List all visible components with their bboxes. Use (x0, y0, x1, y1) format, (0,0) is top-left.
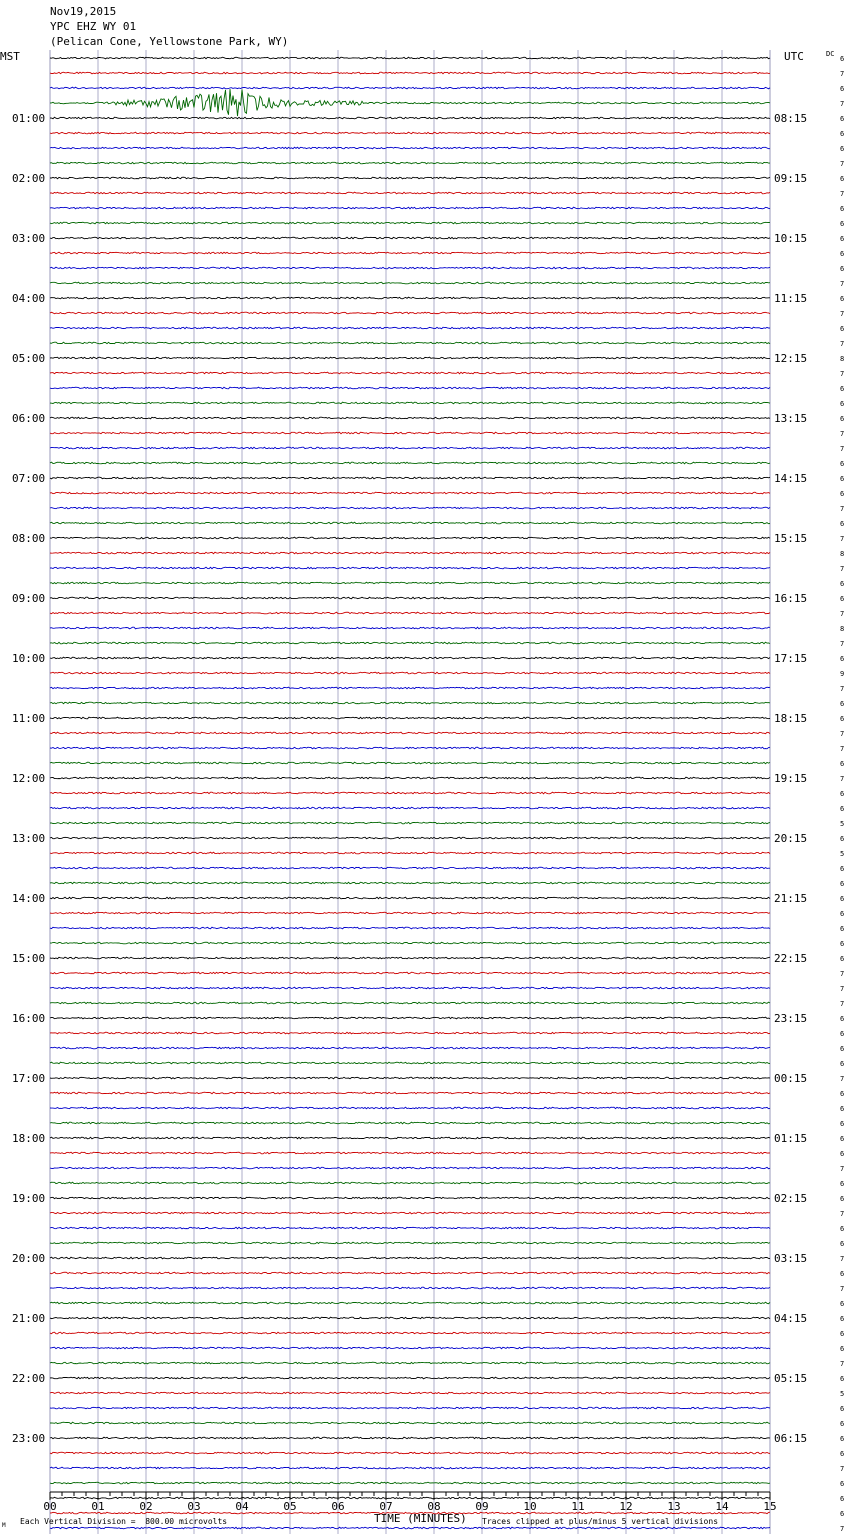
right-hour-label-15: 23:15 (774, 1012, 808, 1025)
trace-47 (50, 762, 770, 764)
trace-75 (50, 1182, 770, 1184)
trace-84 (50, 1317, 770, 1319)
trace-65 (50, 1032, 770, 1034)
trace-53 (50, 852, 770, 854)
x-tick-label-0: 00 (43, 1500, 57, 1513)
right-hour-label-8: 16:15 (774, 592, 808, 605)
dc-value-97: 6 (840, 1510, 845, 1518)
trace-34 (50, 567, 770, 569)
trace-4 (50, 117, 770, 119)
dc-value-65: 6 (840, 1030, 845, 1038)
dc-value-14: 6 (840, 265, 845, 273)
right-hour-label-3: 11:15 (774, 292, 808, 305)
dc-value-10: 6 (840, 205, 845, 213)
dc-value-37: 7 (840, 610, 845, 618)
left-hour-label-0: 01:00 (12, 112, 46, 125)
right-hour-label-7: 15:15 (774, 532, 808, 545)
dc-value-7: 7 (840, 160, 845, 168)
plot-grid (50, 50, 770, 1534)
trace-59 (50, 942, 770, 944)
right-hour-label-12: 20:15 (774, 832, 808, 845)
trace-21 (50, 372, 770, 374)
trace-64 (50, 1017, 770, 1019)
trace-91 (50, 1422, 770, 1424)
x-tick-label-14: 14 (715, 1500, 729, 1513)
x-tick-label-6: 06 (331, 1500, 345, 1513)
trace-6 (50, 147, 770, 149)
dc-value-15: 7 (840, 280, 845, 288)
dc-value-55: 6 (840, 880, 845, 888)
trace-96 (50, 1497, 770, 1499)
trace-27 (50, 462, 770, 464)
dc-value-46: 7 (840, 745, 845, 753)
dc-value-90: 6 (840, 1405, 845, 1413)
dc-value-94: 7 (840, 1465, 845, 1473)
trace-16 (50, 297, 770, 299)
dc-value-25: 7 (840, 430, 845, 438)
left-hour-label-16: 17:00 (12, 1072, 46, 1085)
trace-80 (50, 1257, 770, 1259)
dc-label: DC (826, 50, 835, 58)
dc-value-5: 6 (840, 130, 845, 138)
trace-36 (50, 597, 770, 599)
x-tick-label-5: 05 (283, 1500, 297, 1513)
dc-value-3: 7 (840, 100, 845, 108)
right-hour-label-4: 12:15 (774, 352, 808, 365)
footer-clip-note: Traces clipped at plus/minus 5 vertical divisions (482, 1517, 719, 1526)
trace-23 (50, 402, 770, 404)
left-hour-label-4: 05:00 (12, 352, 46, 365)
trace-11 (50, 222, 770, 224)
dc-value-42: 7 (840, 685, 845, 693)
dc-value-48: 7 (840, 775, 845, 783)
trace-17 (50, 312, 770, 314)
dc-value-52: 6 (840, 835, 845, 843)
dc-value-28: 6 (840, 475, 845, 483)
trace-58 (50, 927, 770, 929)
dc-value-32: 7 (840, 535, 845, 543)
dc-value-83: 6 (840, 1300, 845, 1308)
dc-value-51: 5 (840, 820, 845, 828)
x-tick-label-13: 13 (667, 1500, 681, 1513)
trace-1 (50, 72, 770, 74)
trace-92 (50, 1437, 770, 1439)
trace-5 (50, 132, 770, 134)
trace-50 (50, 807, 770, 809)
trace-70 (50, 1107, 770, 1109)
dc-value-62: 7 (840, 985, 845, 993)
dc-value-35: 6 (840, 580, 845, 588)
trace-52 (50, 837, 770, 839)
trace-51 (50, 822, 770, 824)
dc-value-23: 6 (840, 400, 845, 408)
dc-value-30: 7 (840, 505, 845, 513)
trace-40 (50, 657, 770, 659)
trace-12 (50, 237, 770, 239)
dc-value-95: 6 (840, 1480, 845, 1488)
trace-90 (50, 1407, 770, 1409)
trace-78 (50, 1227, 770, 1229)
trace-57 (50, 912, 770, 914)
footer-scale: Each Vertical Division = 800.00 microvolts (20, 1517, 228, 1526)
trace-85 (50, 1332, 770, 1334)
trace-2 (50, 87, 770, 89)
x-tick-label-12: 12 (619, 1500, 633, 1513)
right-hour-label-9: 17:15 (774, 652, 808, 665)
dc-value-43: 6 (840, 700, 845, 708)
dc-value-56: 6 (840, 895, 845, 903)
trace-49 (50, 792, 770, 794)
dc-value-64: 6 (840, 1015, 845, 1023)
left-hour-label-8: 09:00 (12, 592, 46, 605)
trace-38 (50, 627, 770, 629)
trace-22 (50, 387, 770, 389)
x-tick-label-11: 11 (571, 1500, 585, 1513)
right-hour-label-17: 01:15 (774, 1132, 808, 1145)
trace-93 (50, 1452, 770, 1454)
dc-value-93: 6 (840, 1450, 845, 1458)
left-hour-label-20: 21:00 (12, 1312, 46, 1325)
trace-20 (50, 357, 770, 359)
header-date: Nov19,2015 (50, 5, 117, 18)
right-hour-label-11: 19:15 (774, 772, 808, 785)
trace-72 (50, 1137, 770, 1139)
dc-value-71: 6 (840, 1120, 845, 1128)
dc-value-82: 7 (840, 1285, 845, 1293)
dc-value-60: 6 (840, 955, 845, 963)
trace-71 (50, 1122, 770, 1124)
dc-value-11: 6 (840, 220, 845, 228)
trace-94 (50, 1467, 770, 1469)
dc-value-81: 6 (840, 1270, 845, 1278)
trace-37 (50, 612, 770, 614)
dc-value-36: 6 (840, 595, 845, 603)
trace-26 (50, 447, 770, 449)
trace-25 (50, 432, 770, 434)
left-hour-label-7: 08:00 (12, 532, 46, 545)
left-hour-label-22: 23:00 (12, 1432, 46, 1445)
trace-48 (50, 777, 770, 779)
trace-42 (50, 687, 770, 689)
right-hour-label-22: 06:15 (774, 1432, 808, 1445)
dc-value-34: 7 (840, 565, 845, 573)
dc-value-24: 6 (840, 415, 845, 423)
trace-39 (50, 642, 770, 644)
trace-0 (50, 57, 770, 59)
trace-68 (50, 1077, 770, 1079)
trace-69 (50, 1092, 770, 1094)
trace-43 (50, 702, 770, 704)
dc-value-96: 6 (840, 1495, 845, 1503)
dc-value-88: 6 (840, 1375, 845, 1383)
trace-9 (50, 192, 770, 194)
left-hour-label-12: 13:00 (12, 832, 46, 845)
trace-46 (50, 747, 770, 749)
trace-31 (50, 522, 770, 524)
trace-group (50, 57, 770, 1534)
left-hour-label-11: 12:00 (12, 772, 46, 785)
left-hour-label-1: 02:00 (12, 172, 46, 185)
trace-29 (50, 492, 770, 494)
dc-value-9: 7 (840, 190, 845, 198)
left-hour-label-17: 18:00 (12, 1132, 46, 1145)
right-hour-label-14: 22:15 (774, 952, 808, 965)
dc-value-84: 6 (840, 1315, 845, 1323)
dc-value-16: 6 (840, 295, 845, 303)
trace-63 (50, 1002, 770, 1004)
trace-82 (50, 1287, 770, 1289)
dc-value-22: 6 (840, 385, 845, 393)
trace-54 (50, 867, 770, 869)
right-hour-label-19: 03:15 (774, 1252, 808, 1265)
trace-81 (50, 1272, 770, 1274)
trace-60 (50, 957, 770, 959)
right-hour-label-2: 10:15 (774, 232, 808, 245)
dc-value-87: 7 (840, 1360, 845, 1368)
trace-56 (50, 897, 770, 899)
dc-value-13: 6 (840, 250, 845, 258)
dc-value-80: 7 (840, 1255, 845, 1263)
dc-value-50: 6 (840, 805, 845, 813)
trace-30 (50, 507, 770, 509)
dc-value-0: 6 (840, 55, 845, 63)
dc-value-39: 7 (840, 640, 845, 648)
dc-value-75: 6 (840, 1180, 845, 1188)
dc-value-86: 6 (840, 1345, 845, 1353)
dc-value-12: 6 (840, 235, 845, 243)
dc-value-63: 7 (840, 1000, 845, 1008)
left-hour-label-19: 20:00 (12, 1252, 46, 1265)
trace-15 (50, 282, 770, 284)
dc-value-68: 7 (840, 1075, 845, 1083)
trace-8 (50, 177, 770, 179)
x-tick-label-2: 02 (139, 1500, 153, 1513)
x-tick-label-7: 07 (379, 1500, 393, 1513)
dc-value-98: 7 (840, 1525, 845, 1533)
dc-value-78: 6 (840, 1225, 845, 1233)
x-tick-label-4: 04 (235, 1500, 249, 1513)
trace-28 (50, 477, 770, 479)
trace-95 (50, 1482, 770, 1484)
right-hour-label-21: 05:15 (774, 1372, 808, 1385)
dc-value-79: 6 (840, 1240, 845, 1248)
left-hour-label-5: 06:00 (12, 412, 46, 425)
dc-value-21: 7 (840, 370, 845, 378)
trace-18 (50, 327, 770, 329)
dc-value-92: 6 (840, 1435, 845, 1443)
trace-67 (50, 1062, 770, 1064)
left-timezone-label: MST (0, 50, 20, 63)
trace-33 (50, 552, 770, 554)
trace-10 (50, 207, 770, 209)
dc-value-76: 6 (840, 1195, 845, 1203)
trace-44 (50, 717, 770, 719)
trace-76 (50, 1197, 770, 1199)
dc-value-47: 6 (840, 760, 845, 768)
trace-3 (50, 89, 770, 116)
x-tick-label-8: 08 (427, 1500, 441, 1513)
left-hour-label-2: 03:00 (12, 232, 46, 245)
dc-value-77: 7 (840, 1210, 845, 1218)
trace-74 (50, 1167, 770, 1169)
dc-value-49: 6 (840, 790, 845, 798)
trace-73 (50, 1152, 770, 1154)
dc-value-26: 7 (840, 445, 845, 453)
label-group (12, 55, 844, 1534)
right-hour-label-20: 04:15 (774, 1312, 808, 1325)
x-axis-label: TIME (MINUTES) (374, 1512, 467, 1525)
dc-value-6: 6 (840, 145, 845, 153)
right-hour-label-18: 02:15 (774, 1192, 808, 1205)
trace-61 (50, 972, 770, 974)
dc-value-33: 8 (840, 550, 845, 558)
x-tick-label-3: 03 (187, 1500, 201, 1513)
left-hour-label-6: 07:00 (12, 472, 46, 485)
dc-value-73: 6 (840, 1150, 845, 1158)
left-hour-label-3: 04:00 (12, 292, 46, 305)
right-hour-label-16: 00:15 (774, 1072, 808, 1085)
dc-value-44: 6 (840, 715, 845, 723)
left-hour-label-13: 14:00 (12, 892, 46, 905)
dc-value-45: 7 (840, 730, 845, 738)
trace-66 (50, 1047, 770, 1049)
dc-value-2: 6 (840, 85, 845, 93)
dc-value-61: 7 (840, 970, 845, 978)
trace-87 (50, 1362, 770, 1364)
dc-value-19: 7 (840, 340, 845, 348)
dc-value-1: 7 (840, 70, 845, 78)
dc-value-57: 6 (840, 910, 845, 918)
trace-24 (50, 417, 770, 419)
dc-value-53: 5 (840, 850, 845, 858)
trace-19 (50, 342, 770, 344)
header-station: YPC EHZ WY 01 (50, 20, 137, 33)
dc-value-72: 6 (840, 1135, 845, 1143)
x-tick-label-10: 10 (523, 1500, 537, 1513)
trace-13 (50, 252, 770, 254)
left-hour-label-9: 10:00 (12, 652, 46, 665)
dc-value-85: 6 (840, 1330, 845, 1338)
dc-value-69: 6 (840, 1090, 845, 1098)
dc-value-18: 6 (840, 325, 845, 333)
trace-83 (50, 1302, 770, 1304)
dc-value-27: 6 (840, 460, 845, 468)
left-hour-label-14: 15:00 (12, 952, 46, 965)
x-tick-label-9: 09 (475, 1500, 489, 1513)
dc-value-91: 6 (840, 1420, 845, 1428)
left-hour-label-10: 11:00 (12, 712, 46, 725)
right-hour-label-0: 08:15 (774, 112, 808, 125)
trace-88 (50, 1377, 770, 1379)
trace-41 (50, 672, 770, 674)
right-hour-label-1: 09:15 (774, 172, 808, 185)
left-hour-label-18: 19:00 (12, 1192, 46, 1205)
dc-value-4: 6 (840, 115, 845, 123)
left-hour-label-15: 16:00 (12, 1012, 46, 1025)
left-hour-label-21: 22:00 (12, 1372, 46, 1385)
right-hour-label-10: 18:15 (774, 712, 808, 725)
dc-value-40: 6 (840, 655, 845, 663)
dc-value-29: 6 (840, 490, 845, 498)
dc-value-20: 8 (840, 355, 845, 363)
dc-value-70: 6 (840, 1105, 845, 1113)
trace-32 (50, 537, 770, 539)
dc-value-41: 9 (840, 670, 845, 678)
dc-value-8: 6 (840, 175, 845, 183)
right-hour-label-13: 21:15 (774, 892, 808, 905)
trace-86 (50, 1347, 770, 1349)
trace-45 (50, 732, 770, 734)
header-location: (Pelican Cone, Yellowstone Park, WY) (50, 35, 289, 48)
right-timezone-label: UTC (784, 50, 804, 63)
right-hour-label-5: 13:15 (774, 412, 808, 425)
trace-77 (50, 1212, 770, 1214)
dc-value-74: 7 (840, 1165, 845, 1173)
x-tick-label-1: 01 (91, 1500, 105, 1513)
x-tick-label-15: 15 (763, 1500, 777, 1513)
dc-value-38: 8 (840, 625, 845, 633)
dc-value-58: 6 (840, 925, 845, 933)
dc-value-59: 6 (840, 940, 845, 948)
trace-35 (50, 582, 770, 584)
trace-62 (50, 987, 770, 989)
time-axis (43, 1492, 776, 1513)
trace-14 (50, 267, 770, 269)
trace-79 (50, 1242, 770, 1244)
trace-7 (50, 162, 770, 164)
right-hour-label-6: 14:15 (774, 472, 808, 485)
footer-mark: M (2, 1522, 6, 1529)
dc-value-89: 5 (840, 1390, 845, 1398)
trace-55 (50, 882, 770, 884)
dc-value-67: 6 (840, 1060, 845, 1068)
trace-89 (50, 1392, 770, 1394)
dc-value-31: 6 (840, 520, 845, 528)
dc-value-54: 6 (840, 865, 845, 873)
dc-value-17: 7 (840, 310, 845, 318)
dc-value-66: 6 (840, 1045, 845, 1053)
